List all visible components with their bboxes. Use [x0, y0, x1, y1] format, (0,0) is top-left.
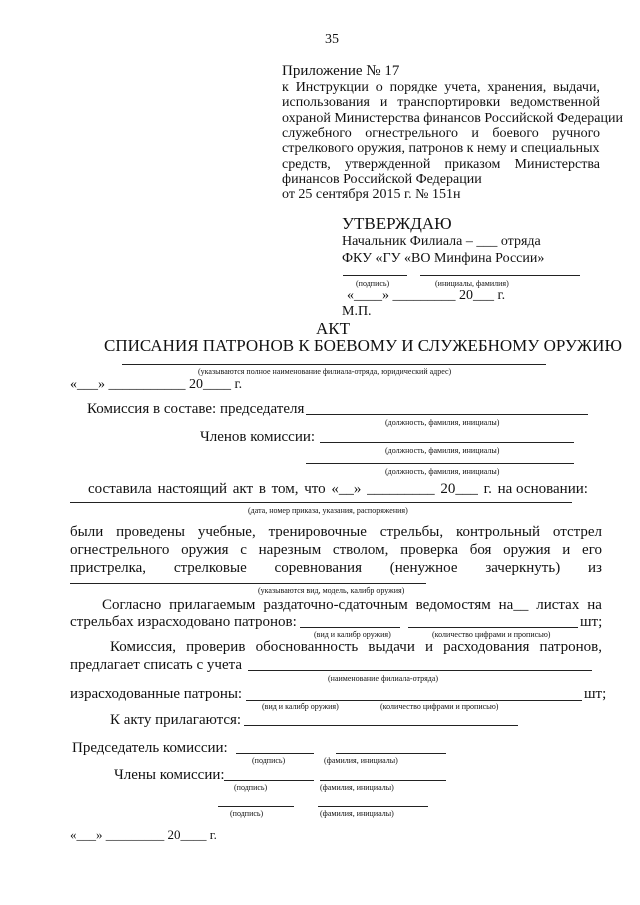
member-name-line-2: [318, 806, 428, 807]
members-label: Членов комиссии:: [200, 429, 316, 445]
word: настоящий: [157, 481, 228, 497]
word: использования: [282, 95, 370, 111]
word: отстрел: [552, 524, 602, 540]
word: акт: [232, 481, 254, 497]
word: выдачи: [368, 639, 415, 655]
approve-title: УТВЕРЖДАЮ: [342, 214, 452, 233]
word: _________: [367, 481, 435, 497]
word: ведомостям: [415, 597, 491, 613]
members-sign-label: Члены комиссии:: [114, 767, 225, 783]
caption-weapon-kind: (вид и калибр оружия): [314, 630, 391, 639]
word: охраной Министерства финансов Российской Федерации: [282, 110, 623, 126]
appendix-line: [282, 112, 623, 126]
word: обоснованность: [255, 639, 359, 655]
word: пристрелка,: [70, 560, 147, 576]
weapon-kind-line: [300, 627, 400, 628]
appendix-line: [282, 173, 482, 187]
word: были: [70, 524, 104, 540]
word: хранения,: [487, 80, 547, 95]
word: проверка: [400, 542, 458, 558]
word: контрольный: [455, 524, 541, 540]
approve-stamp: М.П.: [342, 304, 372, 319]
paragraph-2-line-1: [102, 598, 602, 613]
approve-date: «____» _________ 20___ г.: [347, 288, 506, 303]
word: патронов,: [539, 639, 602, 655]
members-line-2: [306, 463, 574, 464]
spent-cartridges-line: [246, 700, 582, 701]
chair-name-line: [336, 753, 446, 754]
word: стрелковые: [173, 560, 247, 576]
member-signature-line-2: [218, 806, 294, 807]
commission-label: Комиссия в составе: председателя: [87, 401, 305, 417]
chair-line: [306, 414, 588, 415]
appendix-line: [282, 142, 600, 156]
word: ведомственной: [510, 95, 600, 111]
word: 20___: [440, 481, 478, 497]
quantity-line: [408, 627, 578, 628]
word: к: [282, 80, 289, 95]
word: учета,: [444, 80, 481, 95]
approve-caption-signature: (подпись): [356, 279, 390, 288]
write-off-label: предлагает списать с учета: [70, 657, 243, 673]
approve-position: Начальник Филиала – ___ отряда: [342, 234, 541, 249]
word: приказом: [444, 156, 501, 172]
appendix-line: [282, 158, 600, 172]
caption-signature-1: (подпись): [252, 756, 286, 765]
unit-2: шт;: [584, 686, 607, 702]
word: ручного: [552, 125, 600, 141]
composed-sentence: [88, 482, 588, 497]
approve-caption-name: (инициалы, фамилия): [435, 279, 509, 288]
branch-line: [122, 364, 546, 365]
word: раздаточно-сдаточным: [263, 597, 408, 613]
word: служебного: [282, 125, 352, 141]
word: на основании:: [497, 481, 588, 497]
word: и: [471, 125, 479, 141]
caption-branch: (указываются полное наименование филиала-отряда, юридический адрес): [198, 367, 452, 376]
word: стрелкового оружия, патронов к нему и специальных: [282, 141, 600, 157]
word: на__: [498, 597, 529, 613]
approve-organization: ФКУ «ГУ «ВО Минфина России»: [342, 251, 545, 266]
word: с: [240, 542, 247, 558]
caption-weapon-kind-2: (вид и калибр оружия): [262, 702, 339, 711]
unit-1: шт;: [580, 614, 603, 630]
word: Комиссия,: [110, 639, 176, 655]
word: зачеркнуть): [485, 560, 561, 576]
act-subtitle: СПИСАНИЯ ПАТРОНОВ К БОЕВОМУ И СЛУЖЕБНОМУ ОРУЖИЮ: [104, 336, 622, 355]
attached-label: К акту прилагаются:: [110, 712, 242, 728]
word: его: [582, 542, 602, 558]
appendix-title: Приложение № 17: [282, 63, 400, 79]
paragraph-3-line-1: [110, 640, 602, 655]
caption-basis: (дата, номер приказа, указания, распоряжения): [248, 506, 408, 515]
caption-fio-1: (фамилия, инициалы): [324, 756, 398, 765]
word: составила: [88, 481, 152, 497]
caption-position-2: (должность, фамилия, инициалы): [385, 446, 500, 455]
word: том,: [271, 481, 299, 497]
word: тренировочные: [268, 524, 367, 540]
word: «__»: [331, 481, 362, 497]
paragraph-1-line-3: [70, 561, 602, 576]
word: финансов Российской Федерации: [282, 171, 482, 187]
caption-signature-3: (подпись): [230, 809, 264, 818]
act-title: АКТ: [316, 319, 350, 338]
caption-position-3: (должность, фамилия, инициалы): [385, 467, 500, 476]
word: нарезным: [258, 542, 322, 558]
word: о: [375, 80, 383, 95]
caption-branch-name: (наименование филиала-отряда): [328, 674, 439, 683]
word: огнестрельного: [365, 125, 458, 141]
attached-line: [244, 725, 518, 726]
word: соревнования: [274, 560, 362, 576]
final-date: «___» _________ 20____ г.: [70, 827, 217, 842]
member-name-line-1: [320, 780, 446, 781]
appendix-line: [282, 127, 600, 141]
caption-signature-2: (подпись): [234, 783, 268, 792]
word: и: [562, 542, 571, 558]
word: средств,: [282, 156, 331, 172]
word: из: [588, 560, 602, 576]
approve-name-line: [420, 275, 580, 276]
word: что: [304, 481, 326, 497]
members-line-1: [320, 442, 574, 443]
appendix-line: [282, 81, 600, 95]
word: стрельбы,: [379, 524, 444, 540]
word: огнестрельного: [70, 542, 170, 558]
branch-name-line: [248, 670, 592, 671]
word: листах: [536, 597, 580, 613]
caption-position-1: (должность, фамилия, инициалы): [385, 418, 500, 427]
word: г.: [483, 481, 492, 497]
word: проверив: [186, 639, 246, 655]
approve-signature-line: [343, 275, 407, 276]
word: (ненужное: [389, 560, 458, 576]
word: от 25 сентября 2015 г. № 151н: [282, 187, 461, 203]
word: Министерства: [514, 156, 600, 172]
word: на: [587, 597, 602, 613]
word: в: [258, 481, 266, 497]
appendix-line: [282, 96, 600, 110]
word: оружия: [181, 542, 229, 558]
word: боевого: [492, 125, 539, 141]
chair-sign-label: Председатель комиссии:: [72, 740, 228, 756]
paragraph-1-line-2: [70, 543, 602, 558]
act-date: «___» ___________ 20____ г.: [70, 377, 243, 392]
chair-signature-line: [236, 753, 314, 754]
word: расходования: [443, 639, 530, 655]
caption-fio-3: (фамилия, инициалы): [320, 809, 394, 818]
word: боя: [469, 542, 492, 558]
caption-weapon: (указываются вид, модель, калибр оружия): [258, 586, 405, 595]
word: стволом,: [332, 542, 389, 558]
word: Инструкции: [295, 80, 369, 95]
spent-on-shooting-label: стрельбах израсходовано патронов:: [70, 614, 297, 630]
word: учебные,: [197, 524, 256, 540]
word: выдачи,: [553, 80, 600, 95]
word: оружия: [503, 542, 551, 558]
word: утвержденной: [344, 156, 431, 172]
caption-quantity: (количество цифрами и прописью): [432, 630, 551, 639]
weapon-line: [70, 583, 426, 584]
member-signature-line-1: [224, 780, 314, 781]
paragraph-1-line-1: [70, 525, 602, 540]
basis-line: [70, 502, 572, 503]
caption-quantity-2: (количество цифрами и прописью): [380, 702, 499, 711]
caption-fio-2: (фамилия, инициалы): [320, 783, 394, 792]
page-number: 35: [325, 32, 339, 47]
word: порядке: [389, 80, 438, 95]
word: прилагаемым: [169, 597, 256, 613]
word: проведены: [116, 524, 185, 540]
appendix-line: [282, 188, 460, 202]
word: и: [379, 95, 388, 111]
word: и: [424, 639, 434, 655]
word: транспортировки: [397, 95, 501, 111]
spent-cartridges-label: израсходованные патроны:: [70, 686, 243, 702]
word: Согласно: [102, 597, 162, 613]
